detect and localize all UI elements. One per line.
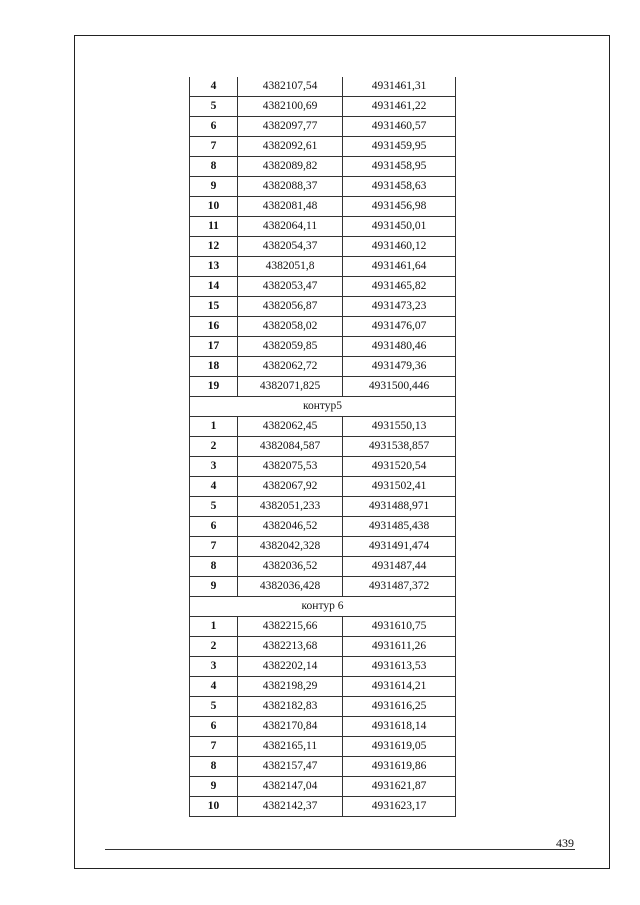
y-coordinate-cell: 4931613,53 <box>343 657 456 677</box>
point-number-cell: 7 <box>190 737 238 757</box>
point-number-cell: 11 <box>190 217 238 237</box>
y-coordinate-cell: 4931619,86 <box>343 757 456 777</box>
point-number-cell: 2 <box>190 637 238 657</box>
table-row <box>190 657 456 677</box>
point-number-cell: 8 <box>190 157 238 177</box>
table-row <box>190 637 456 657</box>
point-number-cell: 5 <box>190 697 238 717</box>
y-coordinate-cell: 4931520,54 <box>343 457 456 477</box>
y-coordinate-cell: 4931461,64 <box>343 257 456 277</box>
table-row <box>190 437 456 457</box>
point-number-cell: 7 <box>190 537 238 557</box>
x-coordinate-cell: 4382107,54 <box>238 77 343 97</box>
point-number-cell: 10 <box>190 197 238 217</box>
x-coordinate-cell: 4382089,82 <box>238 157 343 177</box>
y-coordinate-cell: 4931488,971 <box>343 497 456 517</box>
table-row <box>190 117 456 137</box>
section-header-row <box>190 597 456 617</box>
point-number-cell: 12 <box>190 237 238 257</box>
y-coordinate-cell: 4931487,44 <box>343 557 456 577</box>
x-coordinate-cell: 4382092,61 <box>238 137 343 157</box>
table-row <box>190 97 456 117</box>
x-coordinate-cell: 4382064,11 <box>238 217 343 237</box>
y-coordinate-cell: 4931621,87 <box>343 777 456 797</box>
y-coordinate-cell: 4931618,14 <box>343 717 456 737</box>
x-coordinate-cell: 4382081,48 <box>238 197 343 217</box>
point-number-cell: 16 <box>190 317 238 337</box>
table-row <box>190 537 456 557</box>
x-coordinate-cell: 4382084,587 <box>238 437 343 457</box>
table-row <box>190 157 456 177</box>
y-coordinate-cell: 4931480,46 <box>343 337 456 357</box>
table-row <box>190 617 456 637</box>
y-coordinate-cell: 4931465,82 <box>343 277 456 297</box>
y-coordinate-cell: 4931619,05 <box>343 737 456 757</box>
y-coordinate-cell: 4931458,95 <box>343 157 456 177</box>
point-number-cell: 9 <box>190 777 238 797</box>
y-coordinate-cell: 4931460,57 <box>343 117 456 137</box>
table-row <box>190 777 456 797</box>
y-coordinate-cell: 4931450,01 <box>343 217 456 237</box>
table-row <box>190 217 456 237</box>
point-number-cell: 6 <box>190 117 238 137</box>
y-coordinate-cell: 4931461,22 <box>343 97 456 117</box>
y-coordinate-cell: 4931460,12 <box>343 237 456 257</box>
x-coordinate-cell: 4382067,92 <box>238 477 343 497</box>
x-coordinate-cell: 4382215,66 <box>238 617 343 637</box>
x-coordinate-cell: 4382054,37 <box>238 237 343 257</box>
y-coordinate-cell: 4931473,23 <box>343 297 456 317</box>
point-number-cell: 6 <box>190 517 238 537</box>
y-coordinate-cell: 4931476,07 <box>343 317 456 337</box>
table-row <box>190 257 456 277</box>
y-coordinate-cell: 4931614,21 <box>343 677 456 697</box>
point-number-cell: 3 <box>190 657 238 677</box>
table-row <box>190 177 456 197</box>
point-number-cell: 8 <box>190 557 238 577</box>
x-coordinate-cell: 4382202,14 <box>238 657 343 677</box>
x-coordinate-cell: 4382059,85 <box>238 337 343 357</box>
table-row <box>190 137 456 157</box>
x-coordinate-cell: 4382198,29 <box>238 677 343 697</box>
page-number: 439 <box>556 836 574 850</box>
point-number-cell: 18 <box>190 357 238 377</box>
table-row <box>190 337 456 357</box>
y-coordinate-cell: 4931459,95 <box>343 137 456 157</box>
x-coordinate-cell: 4382042,328 <box>238 537 343 557</box>
x-coordinate-cell: 4382051,233 <box>238 497 343 517</box>
point-number-cell: 5 <box>190 497 238 517</box>
table-row <box>190 297 456 317</box>
x-coordinate-cell: 4382036,428 <box>238 577 343 597</box>
y-coordinate-cell: 4931500,446 <box>343 377 456 397</box>
point-number-cell: 19 <box>190 377 238 397</box>
table-row <box>190 457 456 477</box>
point-number-cell: 4 <box>190 677 238 697</box>
table-row <box>190 717 456 737</box>
table-row <box>190 477 456 497</box>
section-label: контур 6 <box>190 597 456 617</box>
x-coordinate-cell: 4382058,02 <box>238 317 343 337</box>
section-label: контур5 <box>190 397 456 417</box>
point-number-cell: 9 <box>190 577 238 597</box>
y-coordinate-cell: 4931487,372 <box>343 577 456 597</box>
x-coordinate-cell: 4382142,37 <box>238 797 343 817</box>
y-coordinate-cell: 4931610,75 <box>343 617 456 637</box>
table-row <box>190 577 456 597</box>
y-coordinate-cell: 4931611,26 <box>343 637 456 657</box>
table-row <box>190 417 456 437</box>
x-coordinate-cell: 4382088,37 <box>238 177 343 197</box>
y-coordinate-cell: 4931491,474 <box>343 537 456 557</box>
point-number-cell: 15 <box>190 297 238 317</box>
x-coordinate-cell: 4382147,04 <box>238 777 343 797</box>
point-number-cell: 7 <box>190 137 238 157</box>
point-number-cell: 9 <box>190 177 238 197</box>
y-coordinate-cell: 4931485,438 <box>343 517 456 537</box>
coordinates-table-body <box>190 77 456 817</box>
x-coordinate-cell: 4382170,84 <box>238 717 343 737</box>
x-coordinate-cell: 4382056,87 <box>238 297 343 317</box>
y-coordinate-cell: 4931616,25 <box>343 697 456 717</box>
x-coordinate-cell: 4382051,8 <box>238 257 343 277</box>
x-coordinate-cell: 4382100,69 <box>238 97 343 117</box>
point-number-cell: 17 <box>190 337 238 357</box>
x-coordinate-cell: 4382097,77 <box>238 117 343 137</box>
table-row <box>190 377 456 397</box>
table-row <box>190 557 456 577</box>
table-row <box>190 317 456 337</box>
point-number-cell: 2 <box>190 437 238 457</box>
table-row <box>190 757 456 777</box>
x-coordinate-cell: 4382182,83 <box>238 697 343 717</box>
point-number-cell: 4 <box>190 77 238 97</box>
x-coordinate-cell: 4382062,45 <box>238 417 343 437</box>
y-coordinate-cell: 4931479,36 <box>343 357 456 377</box>
y-coordinate-cell: 4931623,17 <box>343 797 456 817</box>
table-row <box>190 517 456 537</box>
point-number-cell: 3 <box>190 457 238 477</box>
point-number-cell: 5 <box>190 97 238 117</box>
table-row <box>190 737 456 757</box>
y-coordinate-cell: 4931502,41 <box>343 477 456 497</box>
x-coordinate-cell: 4382036,52 <box>238 557 343 577</box>
point-number-cell: 1 <box>190 417 238 437</box>
point-number-cell: 1 <box>190 617 238 637</box>
x-coordinate-cell: 4382046,52 <box>238 517 343 537</box>
table-row <box>190 197 456 217</box>
table-row <box>190 797 456 817</box>
table-row <box>190 697 456 717</box>
x-coordinate-cell: 4382075,53 <box>238 457 343 477</box>
y-coordinate-cell: 4931550,13 <box>343 417 456 437</box>
point-number-cell: 14 <box>190 277 238 297</box>
point-number-cell: 10 <box>190 797 238 817</box>
x-coordinate-cell: 4382213,68 <box>238 637 343 657</box>
table-row <box>190 497 456 517</box>
x-coordinate-cell: 4382053,47 <box>238 277 343 297</box>
section-header-row <box>190 397 456 417</box>
x-coordinate-cell: 4382071,825 <box>238 377 343 397</box>
point-number-cell: 8 <box>190 757 238 777</box>
x-coordinate-cell: 4382165,11 <box>238 737 343 757</box>
point-number-cell: 6 <box>190 717 238 737</box>
footer-rule <box>105 849 575 850</box>
x-coordinate-cell: 4382157,47 <box>238 757 343 777</box>
table-row <box>190 77 456 97</box>
x-coordinate-cell: 4382062,72 <box>238 357 343 377</box>
y-coordinate-cell: 4931458,63 <box>343 177 456 197</box>
y-coordinate-cell: 4931538,857 <box>343 437 456 457</box>
point-number-cell: 13 <box>190 257 238 277</box>
y-coordinate-cell: 4931456,98 <box>343 197 456 217</box>
y-coordinate-cell: 4931461,31 <box>343 77 456 97</box>
coordinates-table <box>189 77 456 817</box>
table-row <box>190 357 456 377</box>
point-number-cell: 4 <box>190 477 238 497</box>
table-row <box>190 677 456 697</box>
table-row <box>190 237 456 257</box>
table-row <box>190 277 456 297</box>
